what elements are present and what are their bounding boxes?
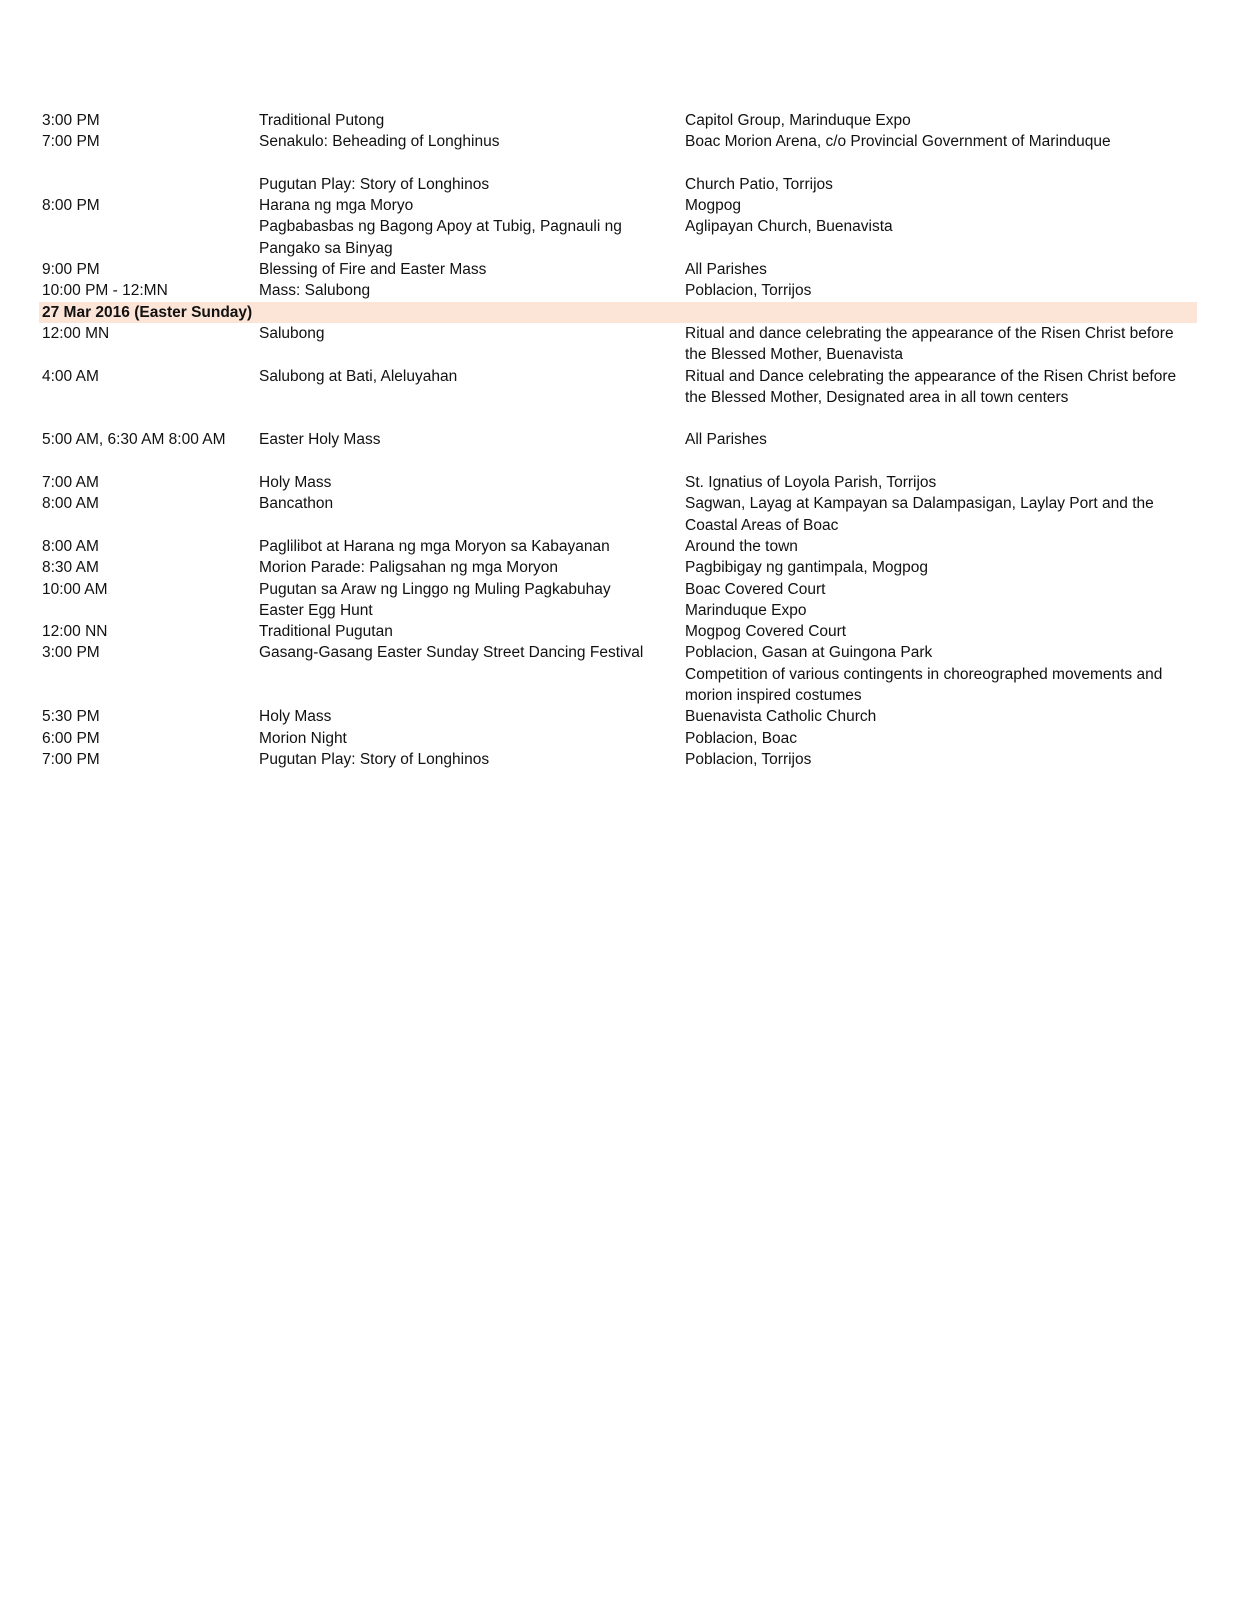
- schedule-row: [39, 579, 1197, 600]
- time-cell: 8:00 PM: [42, 197, 100, 215]
- schedule-row: [39, 600, 1197, 621]
- schedule-row: [39, 429, 1197, 450]
- event-cell: Salubong: [259, 324, 325, 342]
- event-cell: Pugutan sa Araw ng Linggo ng Muling Pagkabuhay: [259, 580, 611, 598]
- time-cell: 3:00 PM: [42, 112, 100, 129]
- schedule-row: [39, 642, 1197, 663]
- venue-cell: Pagbibigay ng gantimpala, Mogpog: [685, 559, 929, 577]
- event-cell: Paglilibot at Harana ng mga Moryon sa Kabayanan: [259, 537, 610, 555]
- time-cell: 12:00 NN: [42, 623, 108, 641]
- venue-cell: Boac Morion Arena, c/o Provincial Government of Marinduque: [685, 133, 1111, 151]
- event-cell: Salubong at Bati, Aleluyahan: [259, 367, 458, 385]
- event-cell: Pugutan Play: Story of Longhinos: [259, 175, 490, 193]
- venue-cell: Around the town: [685, 537, 798, 555]
- venue-cell: Poblacion, Gasan at Guingona Park: [685, 644, 933, 662]
- event-cell: Traditional Putong: [259, 112, 385, 129]
- schedule-row: [39, 472, 1197, 493]
- schedule-row: [39, 174, 1197, 195]
- event-cell: Holy Mass: [259, 708, 332, 726]
- event-cell: Bancathon: [259, 495, 334, 513]
- time-cell: 5:00 AM, 6:30 AM 8:00 AM: [42, 431, 226, 449]
- time-cell: 7:00 PM: [42, 133, 100, 151]
- time-cell: 10:00 PM - 12:MN: [42, 282, 168, 300]
- schedule-row: [39, 728, 1197, 749]
- venue-cell: Church Patio, Torrijos: [685, 175, 833, 193]
- venue-cell: St. Ignatius of Loyola Parish, Torrijos: [685, 474, 937, 492]
- venue-cell: Buenavista Catholic Church: [685, 708, 877, 726]
- venue-cell: Mogpog: [685, 197, 742, 215]
- schedule-row: [39, 131, 1197, 152]
- event-cell: Morion Night: [259, 729, 347, 747]
- venue-cell: Marinduque Expo: [685, 601, 807, 619]
- event-cell: Holy Mass: [259, 474, 332, 492]
- schedule-row: [39, 366, 1197, 409]
- day-header: 27 Mar 2016 (Easter Sunday): [39, 302, 1197, 323]
- venue-cell: All Parishes: [685, 431, 767, 449]
- event-cell: Blessing of Fire and Easter Mass: [259, 261, 487, 279]
- venue-cell: Sagwan, Layag at Kampayan sa Dalampasigan, Laylay Port and the Coastal Areas of Boac: [685, 495, 1154, 534]
- schedule-row: [39, 195, 1197, 216]
- time-cell: 4:00 AM: [42, 367, 99, 385]
- schedule-row: [39, 280, 1197, 301]
- venue-cell: Poblacion, Torrijos: [685, 750, 812, 768]
- venue-cell: Boac Covered Court: [685, 580, 826, 598]
- time-cell: 8:00 AM: [42, 495, 99, 513]
- time-cell: 12:00 MN: [42, 324, 110, 342]
- time-cell: 6:00 PM: [42, 729, 100, 747]
- time-cell: 5:30 PM: [42, 708, 100, 726]
- schedule-block-day: [39, 323, 1197, 770]
- event-cell: Gasang-Gasang Easter Sunday Street Dancing Festival: [259, 644, 644, 662]
- venue-cell: Ritual and dance celebrating the appearance of the Risen Christ before the Blessed Mother, Buenavista: [685, 324, 1174, 364]
- time-cell: 7:00 PM: [42, 750, 100, 768]
- venue-cell: Capitol Group, Marinduque Expo: [685, 112, 911, 129]
- schedule-row: [39, 216, 1197, 259]
- schedule-block-pre: [39, 110, 1197, 302]
- event-cell: Easter Holy Mass: [259, 431, 381, 449]
- schedule-row: [39, 621, 1197, 642]
- schedule-row: [39, 749, 1197, 770]
- time-cell: 8:30 AM: [42, 559, 99, 577]
- schedule-row: [39, 706, 1197, 727]
- venue-cell: Ritual and Dance celebrating the appearance of the Risen Christ before the Blessed Mother, Designated area in all town centers: [685, 367, 1177, 406]
- event-cell: Harana ng mga Moryo: [259, 197, 414, 215]
- event-cell: Pagbabasbas ng Bagong Apoy at Tubig, Pagnauli ng Pangako sa Binyag: [259, 218, 622, 257]
- time-cell: 7:00 AM: [42, 474, 99, 492]
- event-cell: Senakulo: Beheading of Longhinus: [259, 133, 500, 151]
- time-cell: 3:00 PM: [42, 644, 100, 662]
- venue-cell: Competition of various contingents in choreographed movements and morion inspired costumes: [685, 665, 1163, 705]
- venue-cell: Poblacion, Boac: [685, 729, 798, 747]
- venue-cell: Mogpog Covered Court: [685, 623, 847, 641]
- schedule-row: [39, 259, 1197, 280]
- event-cell: Pugutan Play: Story of Longhinos: [259, 750, 490, 768]
- schedule-row: [39, 493, 1197, 536]
- venue-cell: Poblacion, Torrijos: [685, 282, 812, 300]
- venue-cell: Aglipayan Church, Buenavista: [685, 218, 893, 236]
- schedule-row: [39, 323, 1197, 366]
- event-cell: Morion Parade: Paligsahan ng mga Moryon: [259, 559, 558, 577]
- event-cell: Mass: Salubong: [259, 282, 371, 300]
- venue-cell: All Parishes: [685, 261, 767, 279]
- time-cell: 10:00 AM: [42, 580, 108, 598]
- time-cell: 9:00 PM: [42, 261, 100, 279]
- schedule-row: [39, 557, 1197, 578]
- schedule-row: [39, 664, 1197, 707]
- schedule-row: [39, 536, 1197, 557]
- schedule-sheet: [39, 110, 1197, 770]
- schedule-row: [39, 110, 1197, 131]
- event-cell: Easter Egg Hunt: [259, 601, 373, 619]
- time-cell: 8:00 AM: [42, 537, 99, 555]
- event-cell: Traditional Pugutan: [259, 623, 393, 641]
